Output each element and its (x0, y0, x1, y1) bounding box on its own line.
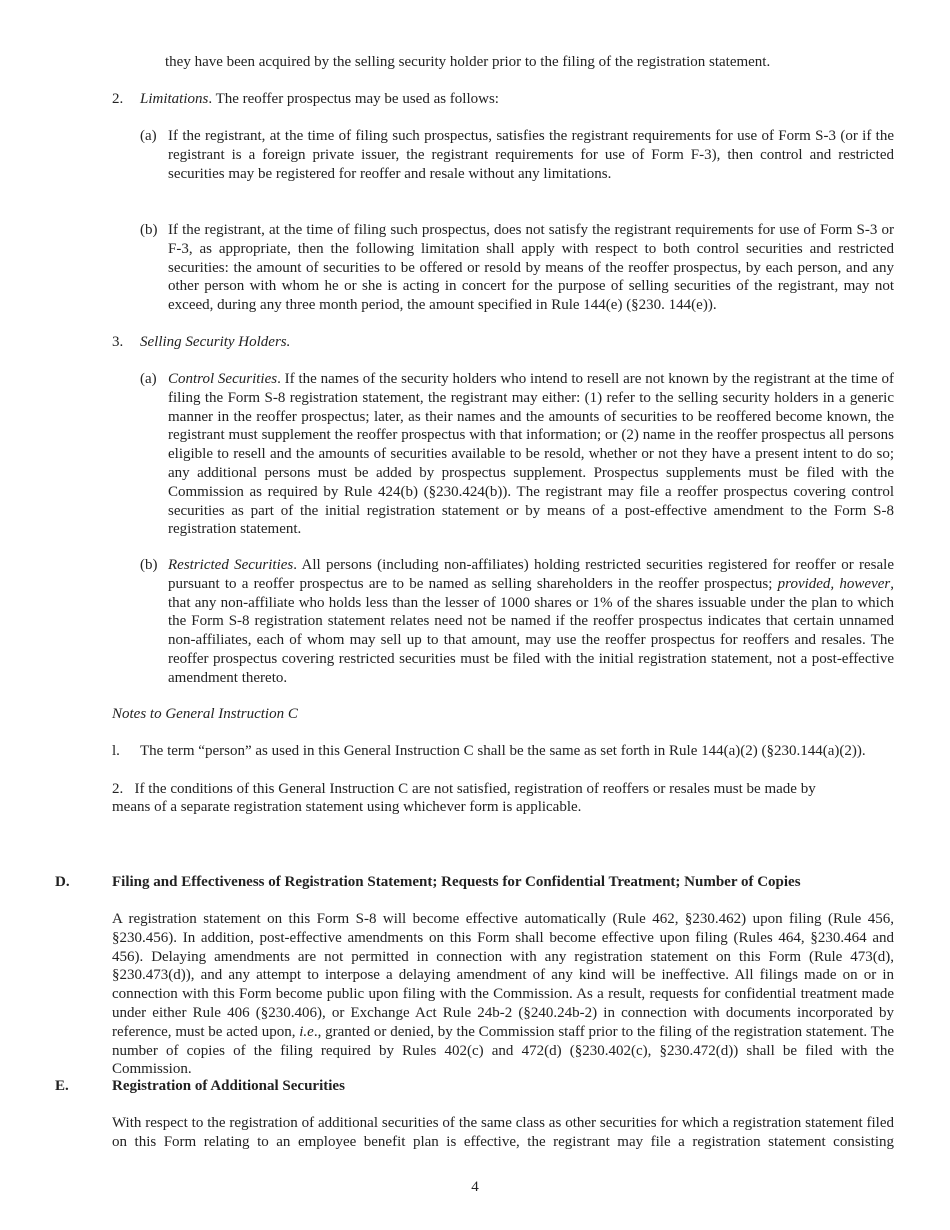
section-d-text (112, 910, 894, 1079)
item3a-text (168, 370, 894, 539)
section-d-title: Filing and Effectiveness of Registration Statement; Requests for Confidential Treatment; Number of Copies (112, 874, 801, 890)
item3-title (140, 333, 290, 352)
item2-title: Limitations (140, 91, 209, 107)
note2-line1: 2. If the conditions of this General Instruction C are not satisfied, registration of reoffers or resales must be made by (112, 781, 816, 797)
item3b-emphasis: provided, however (777, 575, 891, 592)
item2-heading (140, 90, 900, 109)
note2-line2: means of a separate registration statement using whichever form is applicable. (112, 799, 582, 815)
item2a-label: (a) (140, 128, 157, 144)
section-d-body-2: ., granted or denied, by the Commission staff prior to the filing of the registration statement. The number of copies of the filing required by Rules 402(c) and 472(d) (§230.402(c), §230.472(d)) shall be filed with the Commission. (112, 1023, 895, 1078)
item2a-text: If the registrant, at the time of filing such prospectus, satisfies the registrant requirements for use of Form S-3 (or if the registrant is a foreign private issuer, the registrant requirements for use of Form F-3), then control and restricted securities may be registered for reoffer and resale without any limitations. (168, 128, 894, 182)
notes-heading (112, 705, 298, 724)
item3-number: 3. (112, 334, 124, 350)
continuation-text: they have been acquired by the selling security holder prior to the filing of the registration statement. (165, 54, 771, 70)
note1-text: The term “person” as used in this General Instruction C shall be the same as set forth in Rule 144(a)(2) (§230.144(a)(2)). (140, 743, 866, 759)
section-d-body-1: A registration statement on this Form S-8 will become effective automatically (Rule 462, §230.462) upon filing (Rule 456, §230.456). In addition, post-effective amendments on this Form shall become effective upon filing (Rules 464, §230.464 and 456). Delaying amendments are not permitted in connection with any registration statement on this Form (Rule 473(d), §230.473(d)), and any attempt to interpose a delaying amendment of any kind will be ineffective. All filings made on or in connection with this Form become public upon filing with the Commission. As a result, requests for confidential treatment made under either Rule 406 (§230.406), or Exchange Act Rule 24b-2 (§240.24b-2) in connection with documents incorporated by reference, must be acted upon, (112, 911, 894, 1040)
section-d-letter: D. (55, 874, 70, 890)
item3a-title: Control Securities (168, 371, 278, 387)
section-e-title: Registration of Additional Securities (112, 1078, 345, 1094)
section-d-emphasis: i.e (299, 1023, 314, 1040)
notes-heading-text: Notes to General Instruction C (112, 706, 298, 722)
item3b-body-2: , that any non-affiliate who holds less than the lesser of 1000 shares or 1% of the shares issuable under the plan to which the Form S-8 registration statement relates need not be named if the reoffer prospectus indicates that certain unnamed non-affiliates, each of whom may sell up to that amount, may use the reoffer prospectus for reoffers and resales. The reoffer prospectus covering restricted securities must be filed with the initial registration statement, not a post-effective amendment thereto. (168, 575, 894, 686)
item3b-body-1: . All persons (including non-affiliates) holding restricted securities registered for reoffer or resale pursuant to a reoffer prospectus are to be named as selling shareholders in the reoffer prospectus; (168, 557, 894, 592)
item3-title-text: Selling Security Holders. (140, 334, 291, 350)
note1-number: l. (112, 743, 120, 759)
item2b-label: (b) (140, 222, 158, 238)
item3a-label: (a) (140, 371, 157, 387)
item2-intro: . The reoffer prospectus may be used as follows: (208, 91, 499, 107)
section-e-text: With respect to the registration of additional securities of the same class as other securities for which a registration statement filed on this Form relating to an employee benefit plan is effective, the registrant may file a registration statement consisting (112, 1115, 894, 1150)
item2-number: 2. (112, 91, 124, 107)
item3b-text (168, 556, 894, 688)
section-e-letter: E. (55, 1078, 69, 1094)
item3b-label: (b) (140, 557, 158, 573)
item3a-body: . If the names of the security holders who intend to resell are not known by the registrant at the time of filing the Form S-8 registration statement, the registrant may either: (1) refer to the selling security holders in a generic manner in the reoffer prospectus; later, as their names and the amounts of securities to be reoffered become known, the registrant must supplement the reoffer prospectus with that information; or (2) name in the reoffer prospectus all persons eligible to resell and the amounts of securities available to be resold, whether or not they have a present intent to do so; any additional persons must be added by prospectus supplement. Prospectus supplements must be filed with the Commission as required by Rule 424(b) (§230.424(b)). The registrant may file a reoffer prospectus covering control securities as part of the initial registration statement or by means of a post-effective amendment to the Form S-8 registration statement. (168, 371, 894, 538)
item3b-title: Restricted Securities (168, 557, 294, 573)
page-number: 4 (471, 1179, 479, 1195)
item2b-text: If the registrant, at the time of filing such prospectus, does not satisfy the registrant requirements for use of Form S-3 or F-3, as appropriate, then the following limitation shall apply with respect to both control securities and restricted securities: the amount of securities to be offered or resold by means of the reoffer prospectus, by each person, and any other person with whom he or she is acting in concert for the purpose of selling securities of the registrant, may not exceed, during any three month period, the amount specified in Rule 144(e) (§230. 144(e)). (168, 222, 894, 314)
